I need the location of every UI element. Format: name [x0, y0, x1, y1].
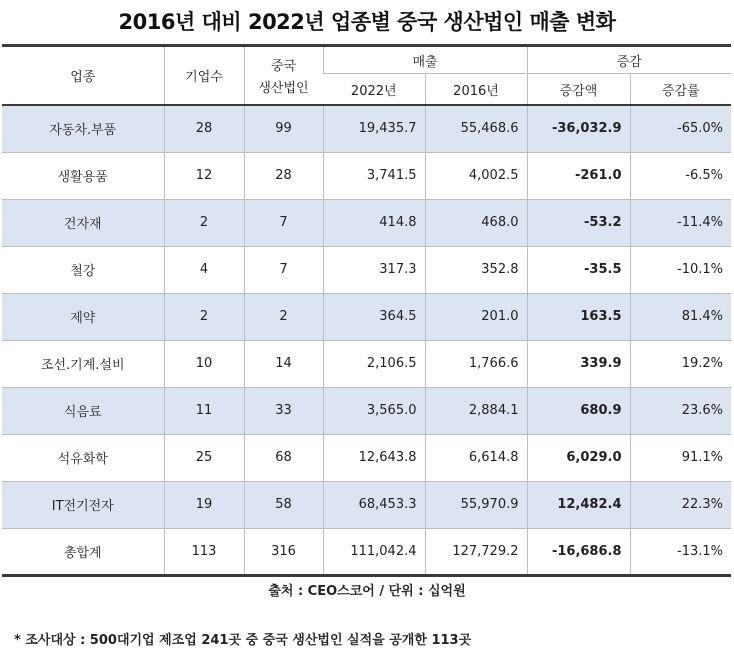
cell-industry: IT전기전자 — [51, 499, 114, 514]
sales-table — [2, 47, 731, 577]
cell-sales-2016: 6,614.8 — [425, 434, 527, 481]
cell-change-rate: -11.4% — [630, 199, 731, 246]
cell-sales-2022: 68,453.3 — [323, 481, 425, 528]
cell-industry: 철강 — [70, 264, 96, 279]
table-row — [2, 434, 731, 481]
cell-sales-2022: 317.3 — [323, 246, 425, 293]
header-change: 증감 — [527, 47, 731, 74]
cell-sales-2022: 414.8 — [323, 199, 425, 246]
header-industry: 업종 — [2, 47, 164, 105]
cell-change-rate: 22.3% — [630, 481, 731, 528]
table-body — [2, 105, 731, 575]
cell-sales-2022: 364.5 — [323, 293, 425, 340]
cell-companies: 12 — [164, 152, 244, 199]
header-change-rate: 증감률 — [630, 74, 731, 106]
cell-companies: 19 — [164, 481, 244, 528]
cell-china-corp: 316 — [244, 528, 323, 575]
cell-industry: 석유화학 — [57, 452, 108, 467]
cell-change-rate: -65.0% — [630, 105, 731, 152]
cell-industry: 건자재 — [63, 217, 102, 232]
cell-sales-2016: 468.0 — [425, 199, 527, 246]
cell-companies: 2 — [164, 199, 244, 246]
page-title: 2016년 대비 2022년 업종별 중국 생산법인 매출 변화 — [118, 10, 616, 34]
cell-industry: 조선.기계.설비 — [40, 358, 125, 373]
cell-sales-2016: 1,766.6 — [425, 340, 527, 387]
cell-change-rate: 81.4% — [630, 293, 731, 340]
cell-change-rate: -13.1% — [630, 528, 731, 575]
table-row — [2, 528, 731, 575]
cell-industry: 자동차.부품 — [49, 123, 117, 139]
header-china-corp-line2: 생산법인 — [258, 81, 309, 96]
table-row — [2, 481, 731, 528]
table-row — [2, 105, 731, 152]
cell-china-corp: 7 — [244, 246, 323, 293]
cell-industry: 생활용품 — [57, 170, 108, 185]
header-2016: 2016년 — [425, 74, 527, 106]
survey-note: * 조사대상 : 500대기업 제조업 241곳 중 중국 생산법인 실적을 공개한 113곳 — [14, 633, 472, 648]
cell-companies: 11 — [164, 387, 244, 434]
table-row — [2, 293, 731, 340]
cell-change-amount: 12,482.4 — [527, 481, 630, 528]
header-sales: 매출 — [323, 47, 527, 74]
cell-change-amount: 680.9 — [527, 387, 630, 434]
cell-china-corp: 7 — [244, 199, 323, 246]
cell-china-corp: 14 — [244, 340, 323, 387]
cell-sales-2016: 201.0 — [425, 293, 527, 340]
header-china-corp — [244, 47, 323, 105]
cell-sales-2022: 19,435.7 — [323, 105, 425, 152]
cell-companies: 4 — [164, 246, 244, 293]
cell-change-amount: 6,029.0 — [527, 434, 630, 481]
cell-china-corp: 28 — [244, 152, 323, 199]
cell-sales-2022: 111,042.4 — [323, 528, 425, 575]
cell-companies: 25 — [164, 434, 244, 481]
cell-companies: 28 — [164, 105, 244, 152]
header-2022: 2022년 — [323, 74, 425, 106]
cell-change-amount: -16,686.8 — [527, 528, 630, 575]
cell-sales-2016: 55,970.9 — [425, 481, 527, 528]
cell-sales-2016: 2,884.1 — [425, 387, 527, 434]
cell-china-corp: 33 — [244, 387, 323, 434]
cell-change-rate: -10.1% — [630, 246, 731, 293]
table-row — [2, 246, 731, 293]
table-row — [2, 387, 731, 434]
cell-change-rate: -6.5% — [630, 152, 731, 199]
cell-industry: 총합계 — [63, 545, 102, 561]
table-row — [2, 152, 731, 199]
cell-industry: 제약 — [70, 311, 96, 326]
header-change-amount: 증감액 — [527, 74, 630, 106]
cell-change-amount: 339.9 — [527, 340, 630, 387]
source-note: 출처 : CEO스코어 / 단위 : 십억원 — [268, 584, 466, 599]
cell-companies: 2 — [164, 293, 244, 340]
cell-change-rate: 19.2% — [630, 340, 731, 387]
cell-sales-2022: 2,106.5 — [323, 340, 425, 387]
cell-sales-2022: 12,643.8 — [323, 434, 425, 481]
cell-china-corp: 68 — [244, 434, 323, 481]
cell-sales-2016: 55,468.6 — [425, 105, 527, 152]
cell-change-rate: 91.1% — [630, 434, 731, 481]
cell-sales-2016: 127,729.2 — [425, 528, 527, 575]
header-china-corp-line1: 중국 — [270, 59, 297, 74]
table-row — [2, 340, 731, 387]
table-row — [2, 199, 731, 246]
cell-industry: 식음료 — [63, 405, 102, 420]
cell-sales-2022: 3,565.0 — [323, 387, 425, 434]
cell-china-corp: 58 — [244, 481, 323, 528]
cell-companies: 113 — [164, 528, 244, 575]
cell-sales-2016: 4,002.5 — [425, 152, 527, 199]
cell-change-rate: 23.6% — [630, 387, 731, 434]
cell-china-corp: 99 — [244, 105, 323, 152]
cell-change-amount: -53.2 — [527, 199, 630, 246]
cell-companies: 10 — [164, 340, 244, 387]
cell-china-corp: 2 — [244, 293, 323, 340]
cell-sales-2022: 3,741.5 — [323, 152, 425, 199]
cell-change-amount: -35.5 — [527, 246, 630, 293]
cell-change-amount: -261.0 — [527, 152, 630, 199]
cell-change-amount: -36,032.9 — [527, 105, 630, 152]
header-companies: 기업수 — [164, 47, 244, 105]
cell-sales-2016: 352.8 — [425, 246, 527, 293]
cell-change-amount: 163.5 — [527, 293, 630, 340]
